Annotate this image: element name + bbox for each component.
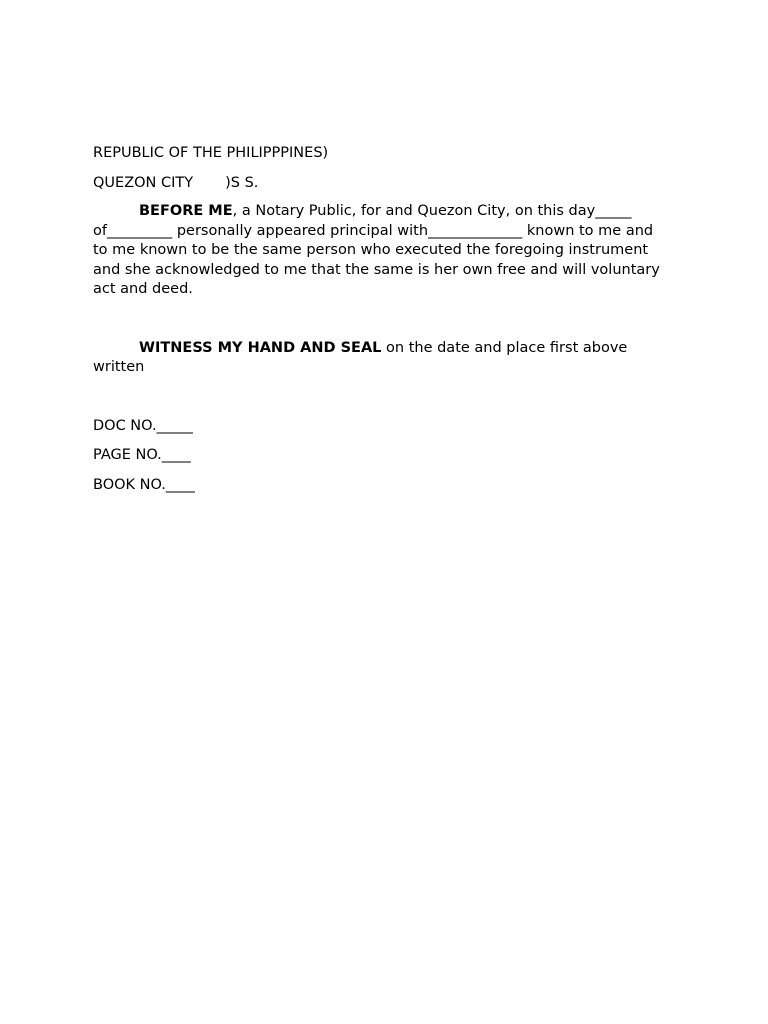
venue-city-line: [93, 174, 668, 194]
acknowledgment-paragraph: [93, 202, 668, 300]
page-no-field: PAGE NO.____: [93, 447, 191, 463]
venue-republic: REPUBLIC OF THE PHILIPPPINES): [93, 145, 329, 161]
venue-ss: )S S.: [225, 174, 259, 191]
notarial-register-fields: [93, 417, 668, 496]
acknowledgment-text: , a Notary Public, for and Quezon City, on this day_____ of_________ personally appeared principal with_____________ known to me and to me known to be the same person who executed the foregoing instrument and she acknowledged to me that the same is her own free and will voluntary act and deed.: [93, 203, 660, 297]
notarial-acknowledgment-document: [93, 144, 668, 495]
witness-text: on the date and place first above written: [93, 339, 628, 375]
book-no-field: BOOK NO.____: [93, 476, 195, 493]
witness-lead: WITNESS MY HAND AND SEAL: [139, 339, 382, 356]
doc-no-field: DOC NO._____: [93, 417, 193, 434]
acknowledgment-lead: BEFORE ME: [139, 203, 233, 219]
witness-paragraph: [93, 339, 668, 378]
venue-city: QUEZON CITY: [93, 174, 194, 191]
